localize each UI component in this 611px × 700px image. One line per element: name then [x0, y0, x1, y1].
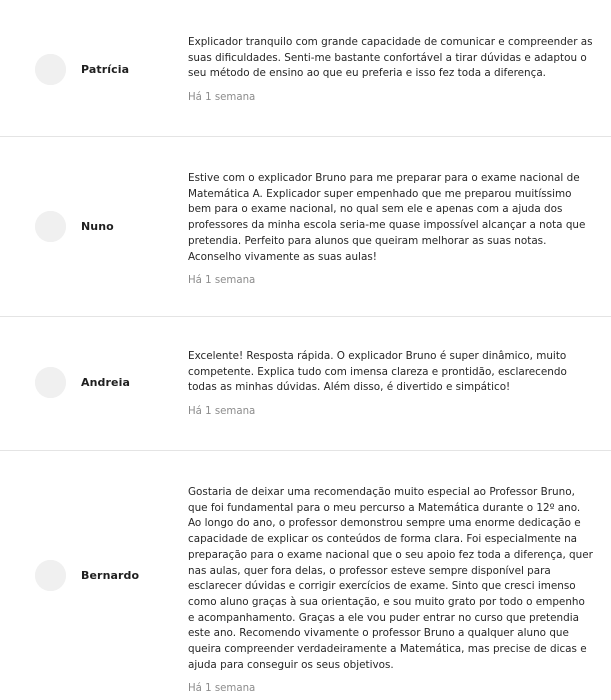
- author-name: Bernardo: [81, 569, 140, 582]
- review-item: [0, 137, 611, 317]
- user-avatar-icon: [35, 54, 66, 85]
- author-name: Nuno: [81, 220, 114, 233]
- review-date: Há 1 semana: [188, 406, 256, 418]
- review-body: [188, 485, 593, 694]
- review-item: [0, 317, 611, 451]
- review-author: [35, 54, 129, 85]
- review-date: Há 1 semana: [188, 92, 256, 104]
- review-item: [0, 451, 611, 700]
- user-avatar-icon: [35, 211, 66, 242]
- author-name: Patrícia: [81, 63, 130, 76]
- review-text: Estive com o explicador Bruno para me preparar para o exame nacional de Matemática A. Explicador super empenhado que me preparou muitíssimo bem para o exame nacional, no qual sem ele e apenas com a ajuda dos professores da minha escola seria-me quase impossível alcançar a nota que pretendia. Perfeito para alunos que queiram melhorar as suas notas. Aconselho vivamente as suas aulas!: [188, 172, 586, 263]
- author-name: Andreia: [81, 376, 130, 389]
- review-item: [0, 0, 611, 137]
- review-body: [188, 35, 593, 103]
- user-avatar-icon: [35, 560, 66, 591]
- review-author: [35, 560, 139, 591]
- review-author: [35, 211, 114, 242]
- review-date: Há 1 semana: [188, 683, 256, 695]
- user-avatar-icon: [35, 367, 66, 398]
- review-text: Gostaria de deixar uma recomendação muito especial ao Professor Bruno, que foi fundamental para o meu percurso a Matemática durante o 12º ano. Ao longo do ano, o professor demonstrou sempre uma enorme dedicação e capacidade de explicar os conteúdos de forma clara. Foi especialmente na preparação para o exame nacional que o seu apoio fez toda a diferença, quer nas aulas, quer fora delas, o professor esteve sempre disponível para esclarecer dúvidas e corrigir exercícios de exame. Sinto que cresci imenso como aluno graças à sua orientação, e sou muito grato por todo o empenho e acompanhamento. Graças a ele vou puder entrar no curso que pretendia este ano. Recomendo vivamente o professor Bruno a qualquer aluno que queira compreender verdadeiramente a Matemática, mas precise de dicas e ajuda para conseguir os seus objetivos.: [188, 486, 593, 671]
- review-body: [188, 349, 593, 417]
- review-body: [188, 171, 593, 286]
- review-date: Há 1 semana: [188, 275, 256, 287]
- review-author: [35, 367, 130, 398]
- review-text: Explicador tranquilo com grande capacidade de comunicar e compreender as suas dificuldades. Senti-me bastante confortável a tirar dúvidas e adaptou o seu método de ensino ao que eu preferia e isso fez toda a diferença.: [188, 36, 593, 80]
- review-text: Excelente! Resposta rápida. O explicador Bruno é super dinâmico, muito competente. Explica tudo com imensa clareza e prontidão, esclarecendo todas as minhas dúvidas. Além disso, é divertido e simpático!: [188, 350, 567, 394]
